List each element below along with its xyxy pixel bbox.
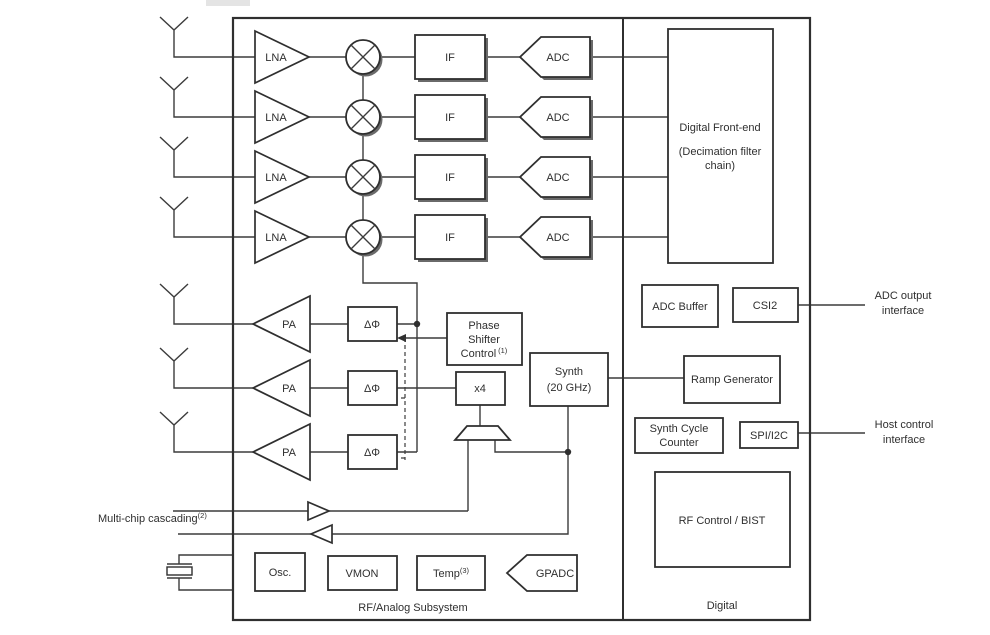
scc-line2: Counter	[659, 437, 699, 449]
svg-text:interface: interface	[882, 434, 926, 446]
digital-section-label: Digital	[706, 600, 738, 612]
psc-dashed-bus	[398, 338, 405, 460]
temp-label: Temp$^{(3)}$	[432, 566, 470, 580]
synth-cycle-counter-block	[635, 418, 723, 453]
csi2-label: CSI2	[752, 300, 778, 312]
rf-control-bist-block	[655, 472, 790, 567]
gpadc-block	[507, 555, 577, 591]
psc-line1: Phase	[468, 320, 500, 332]
host-control-interface-label	[875, 419, 934, 446]
x4-label: x4	[474, 383, 486, 395]
junction-dot	[414, 321, 420, 327]
psc-line3: Control $^{(1)}$	[460, 346, 508, 360]
lna-label: LNA	[265, 172, 287, 184]
adc-label: ADC	[546, 52, 570, 64]
spi-i2c-block	[740, 422, 798, 448]
rx-antenna-icon	[160, 77, 255, 117]
svg-text:ADC output: ADC output	[874, 290, 932, 302]
dfe-line2: (Decimation filter	[678, 146, 762, 158]
adc-label: ADC	[546, 232, 570, 244]
phase-shifter-label: ΔΦ	[363, 319, 381, 331]
crystal-body	[167, 567, 192, 575]
lna-label: LNA	[265, 112, 287, 124]
osc-label: Osc.	[268, 567, 292, 579]
csi2-block	[733, 288, 798, 322]
if-label: IF	[445, 172, 455, 184]
scan-artifact	[206, 0, 250, 6]
lo-distribution-line	[363, 237, 417, 452]
synth-block	[530, 353, 608, 406]
psc-line2: Shifter	[468, 334, 500, 346]
rx-antenna-icon	[160, 197, 255, 237]
lo-mux-icon	[455, 426, 510, 440]
pa-label: PA	[282, 319, 296, 331]
adc-label: ADC	[546, 112, 570, 124]
synth-line2: (20 GHz)	[546, 382, 592, 394]
tx-antenna-icon	[160, 284, 253, 324]
rx-chain-3	[255, 151, 593, 203]
digital-front-end-block	[668, 29, 773, 263]
rf-control-bist-label: RF Control / BIST	[678, 515, 766, 527]
rx-chain-2	[255, 91, 593, 143]
spi-i2c-label: SPI/I2C	[750, 430, 788, 442]
adc-buffer-block	[642, 285, 718, 327]
synth-box	[530, 353, 608, 406]
tx-antenna-icon	[160, 348, 253, 388]
dfe-line3: chain)	[705, 160, 735, 172]
rx-antenna-icon	[160, 17, 255, 57]
ramp-generator-label: Ramp Generator	[691, 374, 773, 386]
dfe-line1: Digital Front-end	[679, 122, 761, 134]
cascade-in-buffer-icon	[308, 502, 329, 520]
gpadc-label: GPADC	[535, 568, 575, 580]
rx-chain-1	[255, 31, 593, 83]
adc-label: ADC	[546, 172, 570, 184]
lna-label: LNA	[265, 52, 287, 64]
junction-dot	[565, 449, 571, 455]
if-label: IF	[445, 112, 455, 124]
adc-buffer-label: ADC Buffer	[652, 301, 708, 313]
vmon-label: VMON	[345, 568, 379, 580]
osc-block	[255, 553, 305, 591]
pa-label: PA	[282, 383, 296, 395]
svg-text:interface: interface	[881, 305, 925, 317]
phase-shifter-label: ΔΦ	[363, 447, 381, 459]
temp-sensor-block	[417, 556, 485, 590]
rx-chain-4	[255, 211, 593, 263]
ramp-generator-block	[684, 356, 780, 403]
adc-output-interface-label	[875, 290, 932, 317]
synth-line1: Synth	[554, 366, 584, 378]
if-label: IF	[445, 232, 455, 244]
crystal-icon	[167, 564, 192, 578]
rx-antenna-icon	[160, 137, 255, 177]
lna-label: LNA	[265, 232, 287, 244]
cascade-out-buffer-icon	[311, 525, 332, 543]
vmon-block	[328, 556, 397, 590]
phase-shifter-label: ΔΦ	[363, 383, 381, 395]
tx-antenna-icon	[160, 412, 253, 452]
mux-right-input-wire	[495, 440, 568, 452]
if-label: IF	[445, 52, 455, 64]
scc-line1: Synth Cycle	[649, 423, 709, 435]
rf-analog-subsystem-label: RF/Analog Subsystem	[358, 602, 468, 614]
x4-multiplier-block	[456, 372, 505, 405]
pa-label: PA	[282, 447, 296, 459]
phase-shifter-control-block	[447, 313, 522, 365]
multichip-cascading-label: Multi-chip cascading$^{(2)}$	[98, 511, 207, 525]
svg-text:Host control: Host control	[874, 419, 934, 431]
